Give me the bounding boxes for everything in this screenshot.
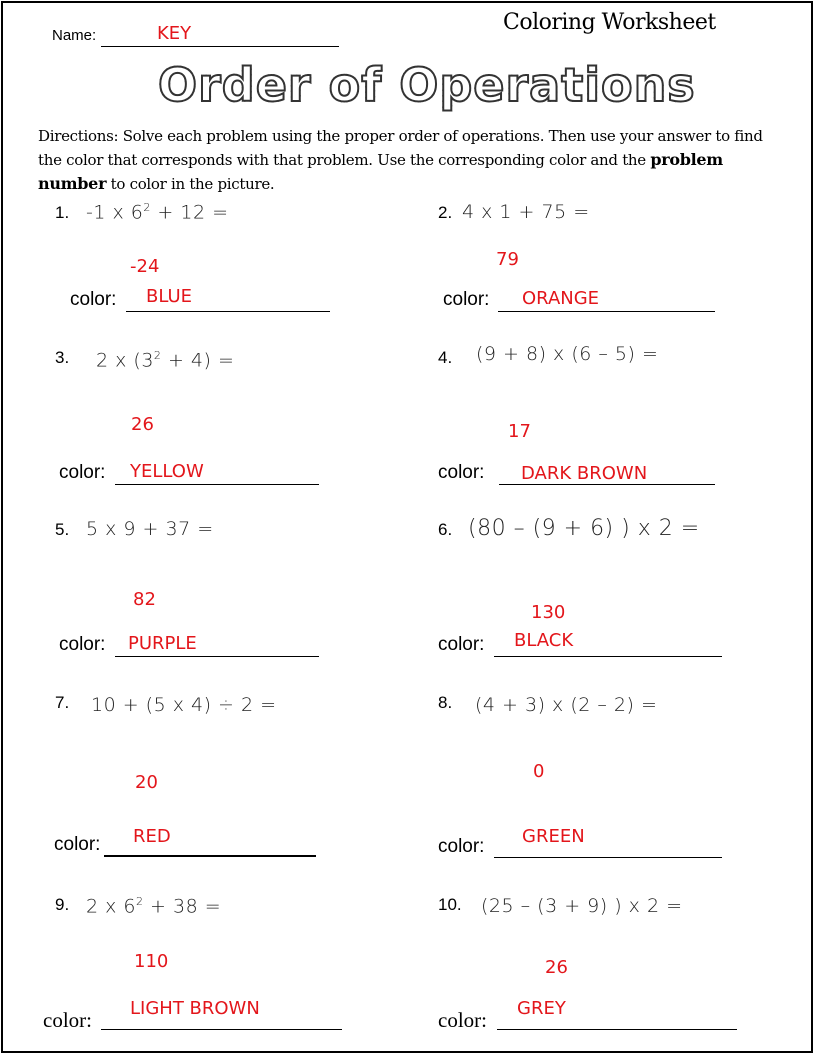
color-value: RED [133,826,171,847]
name-label: Name: [52,27,97,44]
problem-number: 7. [55,693,70,712]
problem-expression: (9 + 8) x (6 – 5) = [476,343,659,365]
problem-expression: -1 x $6^2 + 12$ = [86,201,229,224]
color-field[interactable] [499,484,715,485]
color-field[interactable] [498,311,715,312]
color-value: YELLOW [130,461,204,482]
directions [38,125,778,196]
color-label: color: [43,1008,92,1032]
color-label: color: [59,462,106,483]
color-label: color: [438,634,485,655]
color-label: color: [438,462,485,483]
problem-number: 9. [55,895,70,914]
problem-number: 2. [438,203,453,222]
problem-expression: 2 x $(3^2 + 4)$ = [96,349,235,372]
directions-text: Directions: Solve each problem using the proper order of operations. Then use your answer to find the color that corresponds with that problem. Use the corresponding color and the [38,127,763,169]
answer-value: 26 [131,414,154,435]
problem-number: 8. [438,693,453,712]
problem-number: 3. [55,348,70,367]
answer-value: 79 [496,249,519,270]
color-label: color: [54,834,101,855]
worksheet-label: Coloring Worksheet [503,10,716,35]
answer-value: 110 [134,951,169,972]
answer-value: 20 [135,772,158,793]
problem-number: 5. [55,520,70,539]
color-label: color: [443,289,490,310]
page-title: Order of Operations [158,58,696,112]
directions-suffix: to color in the picture. [106,175,275,193]
color-label: color: [438,836,485,857]
color-value: DARK BROWN [521,463,648,484]
color-value: ORANGE [522,288,600,309]
color-field[interactable] [104,855,316,857]
answer-value: -24 [130,256,160,277]
color-value: PURPLE [128,633,197,654]
color-value: BLUE [146,286,193,307]
problem-expression: (80 – (9 + 6) ) x 2 = [468,516,700,541]
problem-number: 4. [438,348,453,367]
problem-expression: 10 + (5 x 4) ÷ 2 = [91,694,277,716]
problem-number: 10. [438,895,462,914]
color-field[interactable] [126,311,330,312]
color-field[interactable] [494,857,722,858]
answer-value: 17 [508,421,531,442]
color-field[interactable] [494,656,722,657]
answer-value: 130 [531,602,566,623]
color-field[interactable] [101,1029,342,1030]
problem-expression: 5 x 9 + 37 = [86,518,214,540]
color-label: color: [70,289,117,310]
color-label: color: [59,634,106,655]
color-field[interactable] [497,1029,737,1030]
problem-expression: 2 x $6^2 + 38$ = [86,895,222,918]
problem-number: 1. [55,203,70,222]
color-value: LIGHT BROWN [130,998,260,1019]
name-field[interactable] [101,46,339,47]
color-field[interactable] [115,656,319,657]
name-value: KEY [157,23,192,44]
color-value: BLACK [514,630,574,651]
problem-expression: 4 x 1 + 75 = [462,201,590,223]
color-value: GREY [517,998,566,1019]
directions-bold: problem number [38,150,723,193]
answer-value: 0 [533,761,545,782]
problem-expression: (4 + 3) x (2 – 2) = [475,694,658,716]
answer-value: 26 [545,957,568,978]
answer-value: 82 [133,589,156,610]
problem-number: 6. [438,520,453,539]
color-value: GREEN [522,826,585,847]
color-field[interactable] [115,484,319,485]
problem-expression: (25 – (3 + 9) ) x 2 = [481,895,683,917]
color-label: color: [438,1008,487,1032]
